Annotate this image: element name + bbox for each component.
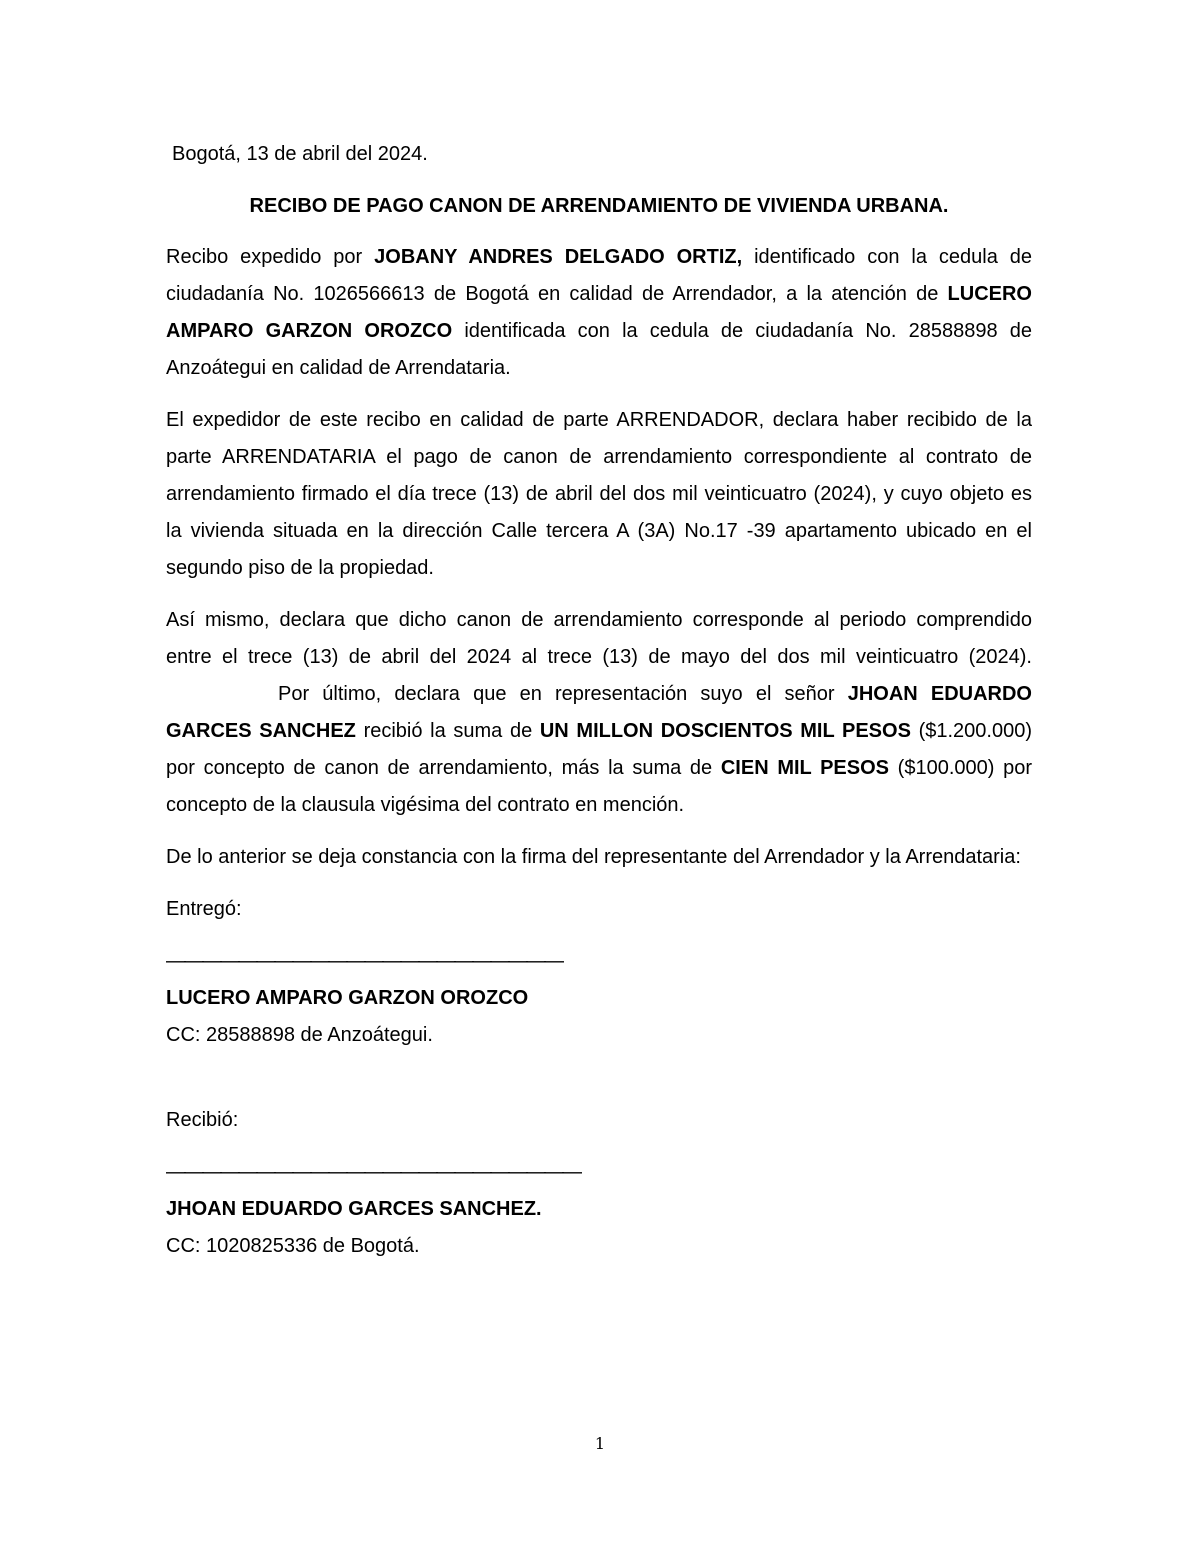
- received-signer-id: CC: 1020825336 de Bogotá.: [166, 1235, 420, 1257]
- paragraph-text: Por último, declara que en representación suyo el señor: [278, 683, 848, 705]
- landlord-name: JOBANY ANDRES DELGADO ORTIZ,: [374, 246, 743, 268]
- paragraph-issuer: [166, 239, 1032, 387]
- paragraph-period-payment: [166, 602, 1032, 824]
- paragraph-text: identificado con la cedula de ciudadanía No. 1026566613 de Bogotá en calidad de Arrendador, a la atención de: [166, 246, 1033, 305]
- paragraph-text: ($100.000) por concepto de la clausula vigésima del contrato en mención.: [166, 757, 1032, 816]
- paragraph-text: ($1.200.000) por concepto de canon de arrendamiento, más la suma de: [166, 720, 1033, 779]
- received-label: Recibió:: [166, 1109, 239, 1131]
- page-number: 1: [594, 1434, 606, 1453]
- tenant-name: LUCERO AMPARO GARZON OROZCO: [166, 283, 1032, 342]
- paragraph-text: recibió la suma de: [355, 720, 540, 742]
- paragraph-constancy: De lo anterior se deja constancia con la firma del representante del Arrendador y la Arrendataria:: [166, 846, 1021, 868]
- paragraph-text: identificada con la cedula de ciudadanía No. 28588898 de Anzoátegui en calidad de Arrendataria.: [166, 320, 1033, 379]
- document-body: [166, 136, 1032, 1265]
- paragraph-declaration: El expedidor de este recibo en calidad de parte ARRENDADOR, declara haber recibido de la parte ARRENDATARIA el pago de canon de arrendamiento correspondiente al contrato de arrendamiento firmado el día trece (13) de abril del dos mil veinticuatro (2024), y cuyo objeto es la vivienda situada en la dirección Calle tercera A (3A) No.17 -39 apartamento ubicado en el segundo piso de la propiedad.: [166, 409, 1032, 579]
- extra-amount-words: CIEN MIL PESOS: [720, 757, 889, 779]
- document-date: Bogotá, 13 de abril del 2024.: [172, 143, 428, 165]
- document-title: RECIBO DE PAGO CANON DE ARRENDAMIENTO DE VIVIENDA URBANA.: [249, 195, 949, 217]
- delivered-label: Entregó:: [166, 898, 242, 920]
- received-signature-line: ———————————————————————: [166, 1161, 580, 1183]
- delivered-signer-id: CC: 28588898 de Anzoátegui.: [166, 1024, 433, 1046]
- rent-amount-words: UN MILLON DOSCIENTOS MIL PESOS: [539, 720, 911, 742]
- representative-name: JHOAN EDUARDO GARCES SANCHEZ: [166, 683, 1032, 742]
- delivered-signer-name: LUCERO AMPARO GARZON OROZCO: [166, 987, 529, 1009]
- paragraph-text: Así mismo, declara que dicho canon de arrendamiento corresponde al periodo comprendido entre el trece (13) de abril del 2024 al trece (13) de mayo del dos mil veinticuatro (2024).: [166, 609, 1032, 668]
- delivered-signature-line: ——————————————————————: [166, 950, 562, 972]
- received-signer-name: JHOAN EDUARDO GARCES SANCHEZ.: [166, 1198, 542, 1220]
- paragraph-text: Recibo expedido por: [166, 246, 375, 268]
